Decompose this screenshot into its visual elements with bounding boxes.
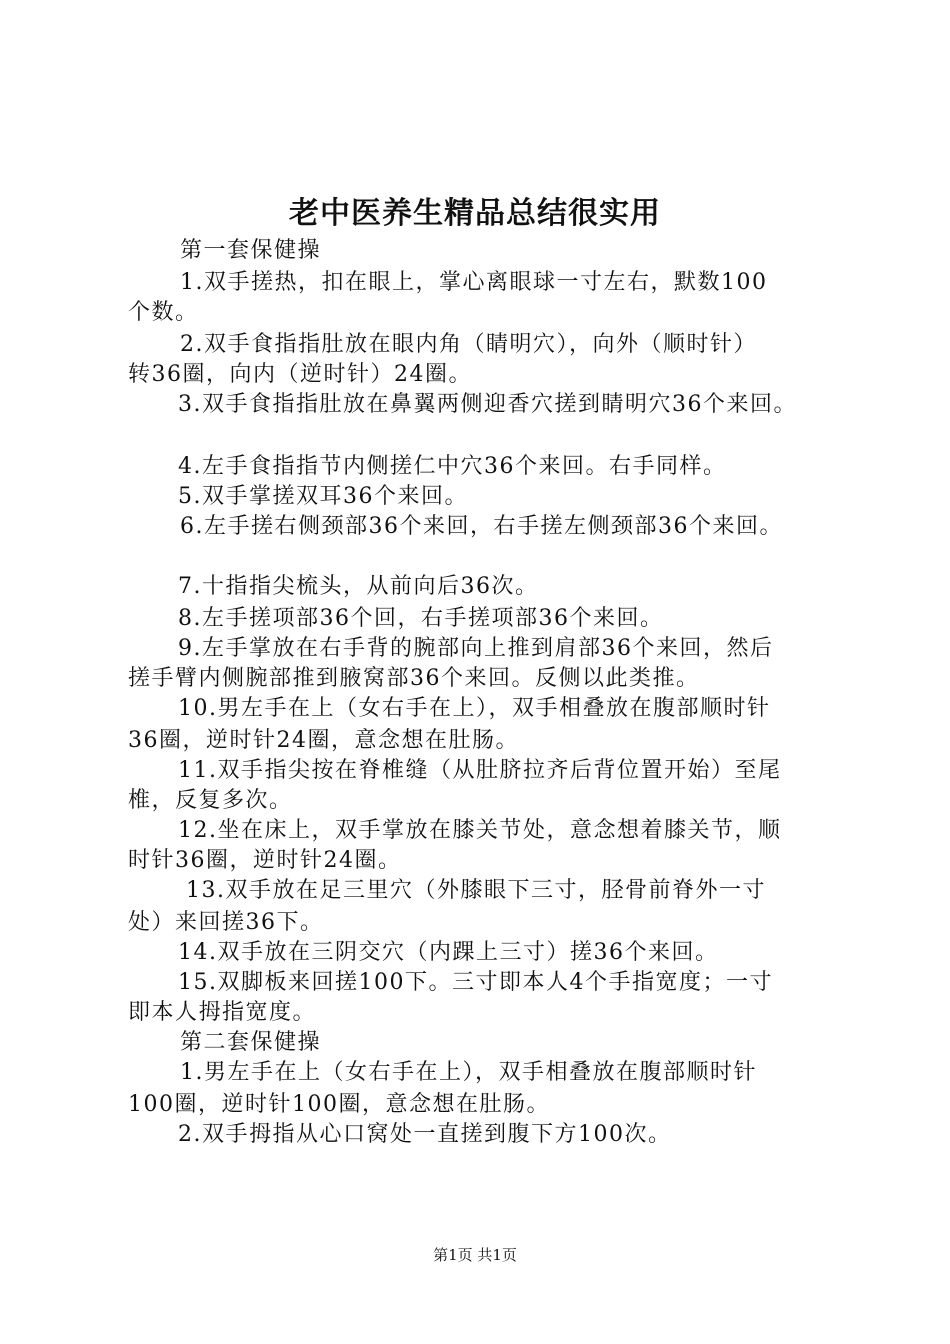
paragraph-line: 椎，反复多次。 xyxy=(128,788,293,813)
paragraph-line: 3.双手食指指肚放在鼻翼两侧迎香穴搓到睛明穴36个来回。 xyxy=(178,392,797,417)
paragraph-line: 转36圈，向内（逆时针）24圈。 xyxy=(128,362,472,387)
paragraph-line: 8.左手搓项部36个回，右手搓项部36个来回。 xyxy=(178,606,664,631)
paragraph-line: 10.男左手在上（女右手在上），双手相叠放在腹部顺时针 xyxy=(178,696,771,721)
paragraph-line: 11.双手指尖按在脊椎缝（从肚脐拉齐后背位置开始）至尾 xyxy=(178,758,782,783)
paragraph-line: 个数。 xyxy=(128,300,199,325)
paragraph-line: 处）来回搓36下。 xyxy=(128,910,324,935)
paragraph-line: 1.双手搓热，扣在眼上，掌心离眼球一寸左右，默数100 xyxy=(180,270,768,295)
paragraph-line: 5.双手掌搓双耳36个来回。 xyxy=(178,484,468,509)
section-heading: 第二套保健操 xyxy=(180,1030,322,1055)
paragraph-line: 4.左手食指指节内侧搓仁中穴36个来回。右手同样。 xyxy=(178,454,727,479)
section-heading: 第一套保健操 xyxy=(180,238,322,263)
page-footer: 第1页 共1页 xyxy=(433,1246,517,1264)
paragraph-line: 100圈，逆时针100圈，意念想在肚肠。 xyxy=(128,1092,550,1117)
paragraph-line: 2.双手食指指肚放在眼内角（睛明穴），向外（顺时针） xyxy=(180,332,757,357)
paragraph-line: 12.坐在床上，双手掌放在膝关节处，意念想着膝关节，顺 xyxy=(178,818,782,843)
paragraph-line: 1.男左手在上（女右手在上），双手相叠放在腹部顺时针 xyxy=(180,1060,757,1085)
paragraph-line: 14.双手放在三阴交穴（内踝上三寸）搓36个来回。 xyxy=(178,940,719,965)
paragraph-line: 7.十指指尖梳头，从前向后36次。 xyxy=(178,574,539,599)
paragraph-line: 15.双脚板来回搓100下。三寸即本人4个手指宽度；一寸 xyxy=(178,970,773,995)
paragraph-line: 6.左手搓右侧颈部36个来回，右手搓左侧颈部36个来回。 xyxy=(180,514,783,539)
paragraph-line: 搓手臂内侧腕部推到腋窝部36个来回。反侧以此类推。 xyxy=(128,666,700,691)
paragraph-line: 36圈，逆时针24圈，意念想在肚肠。 xyxy=(128,728,519,753)
paragraph-line: 13.双手放在足三里穴（外膝眼下三寸，胫骨前脊外一寸 xyxy=(186,878,766,903)
paragraph-line: 时针36圈，逆时针24圈。 xyxy=(128,848,402,873)
paragraph-line: 9.左手掌放在右手背的腕部向上推到肩部36个来回，然后 xyxy=(178,636,774,661)
paragraph-line: 2.双手拇指从心口窝处一直搓到腹下方100次。 xyxy=(178,1122,672,1147)
document-title: 老中医养生精品总结很实用 xyxy=(289,196,661,231)
paragraph-line: 即本人拇指宽度。 xyxy=(128,1000,317,1025)
